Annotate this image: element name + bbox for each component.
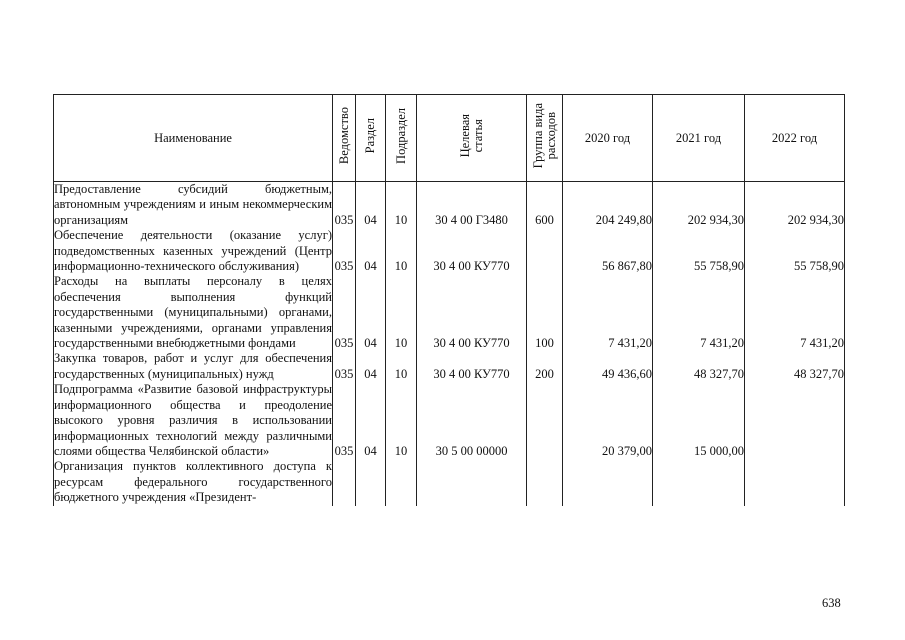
row-2022: 202 934,30: [745, 182, 845, 229]
row-name: Расходы на выплаты персоналу в целях обеспечения выполнения функций государственными (муниципальными) органами, казенными учреждениями, органами управления государственными внебюджетными фондами: [54, 274, 332, 351]
row-2021: 7 431,20: [653, 274, 745, 351]
row-podrazdel: 10: [386, 182, 417, 229]
header-tselevaya-statya: Целевая статья: [417, 95, 527, 182]
table-row: [54, 351, 845, 382]
table-row: [54, 228, 845, 274]
row-vedomstvo: 035: [333, 228, 356, 274]
row-razdel: [356, 459, 386, 505]
row-tselevaya: [417, 459, 527, 505]
row-name: Подпрограмма «Развитие базовой инфраструктуры информационного общества и преодоление высокого уровня различия в использовании информационных технологий между различными слоями общества Челябинской области»: [54, 382, 332, 458]
row-2021: 55 758,90: [653, 228, 745, 274]
row-vedomstvo: [333, 459, 356, 505]
row-tselevaya: 30 4 00 КУ770: [417, 274, 527, 351]
row-tselevaya: 30 5 00 00000: [417, 382, 527, 459]
row-2020: 56 867,80: [563, 228, 653, 274]
header-year-2020: 2020 год: [563, 95, 653, 182]
row-vedomstvo: 035: [333, 274, 356, 351]
row-vedomstvo: 035: [333, 351, 356, 382]
row-gruppa: 600: [527, 182, 563, 229]
row-razdel: 04: [356, 274, 386, 351]
row-gruppa: 100: [527, 274, 563, 351]
row-2021: 15 000,00: [653, 382, 745, 459]
row-vedomstvo: 035: [333, 182, 356, 229]
row-tselevaya: 30 4 00 КУ770: [417, 351, 527, 382]
row-2020: 20 379,00: [563, 382, 653, 459]
row-2020: 49 436,60: [563, 351, 653, 382]
header-year-2021: 2021 год: [653, 95, 745, 182]
row-name: Закупка товаров, работ и услуг для обеспечения государственных (муниципальных) нужд: [54, 351, 332, 381]
header-razdel: Раздел: [356, 95, 386, 182]
table-row: [54, 182, 845, 229]
row-razdel: 04: [356, 382, 386, 459]
row-2021: 48 327,70: [653, 351, 745, 382]
row-gruppa: [527, 228, 563, 274]
table-row: [54, 274, 845, 351]
row-gruppa: 200: [527, 351, 563, 382]
header-podrazdel: Подраздел: [386, 95, 417, 182]
row-podrazdel: 10: [386, 351, 417, 382]
row-tselevaya: 30 4 00 Г3480: [417, 182, 527, 229]
row-podrazdel: 10: [386, 274, 417, 351]
header-year-2022: 2022 год: [745, 95, 845, 182]
row-name: Организация пунктов коллективного доступа к ресурсам федерального государственного бюджетного учреждения «Президент-: [54, 459, 332, 505]
row-2020: 204 249,80: [563, 182, 653, 229]
row-name: Обеспечение деятельности (оказание услуг) подведомственных казенных учреждений (Центр информационно-технического обслуживания): [54, 228, 332, 274]
row-2022: 7 431,20: [745, 274, 845, 351]
budget-table: [53, 94, 845, 506]
row-podrazdel: [386, 459, 417, 505]
row-vedomstvo: 035: [333, 382, 356, 459]
row-2020: 7 431,20: [563, 274, 653, 351]
header-vedomstvo: Ведомство: [333, 95, 356, 182]
page-number: 638: [822, 596, 841, 610]
row-razdel: 04: [356, 351, 386, 382]
row-tselevaya: 30 4 00 КУ770: [417, 228, 527, 274]
row-razdel: 04: [356, 228, 386, 274]
row-gruppa: [527, 459, 563, 505]
row-podrazdel: 10: [386, 228, 417, 274]
table-row: [54, 382, 845, 459]
row-podrazdel: 10: [386, 382, 417, 459]
row-name: Предоставление субсидий бюджетным, автономным учреждениям и иным некоммерческим организациям: [54, 182, 332, 227]
row-razdel: 04: [356, 182, 386, 229]
header-name: Наименование: [54, 95, 333, 182]
row-gruppa: [527, 382, 563, 459]
row-2022: [745, 382, 845, 459]
row-2022: [745, 459, 845, 505]
row-2022: 48 327,70: [745, 351, 845, 382]
row-2021: 202 934,30: [653, 182, 745, 229]
table-row: [54, 459, 845, 505]
row-2021: [653, 459, 745, 505]
row-2022: 55 758,90: [745, 228, 845, 274]
header-gruppa-rashodov: Группа вида расходов: [527, 95, 563, 182]
row-2020: [563, 459, 653, 505]
table-header-row: [54, 95, 845, 182]
